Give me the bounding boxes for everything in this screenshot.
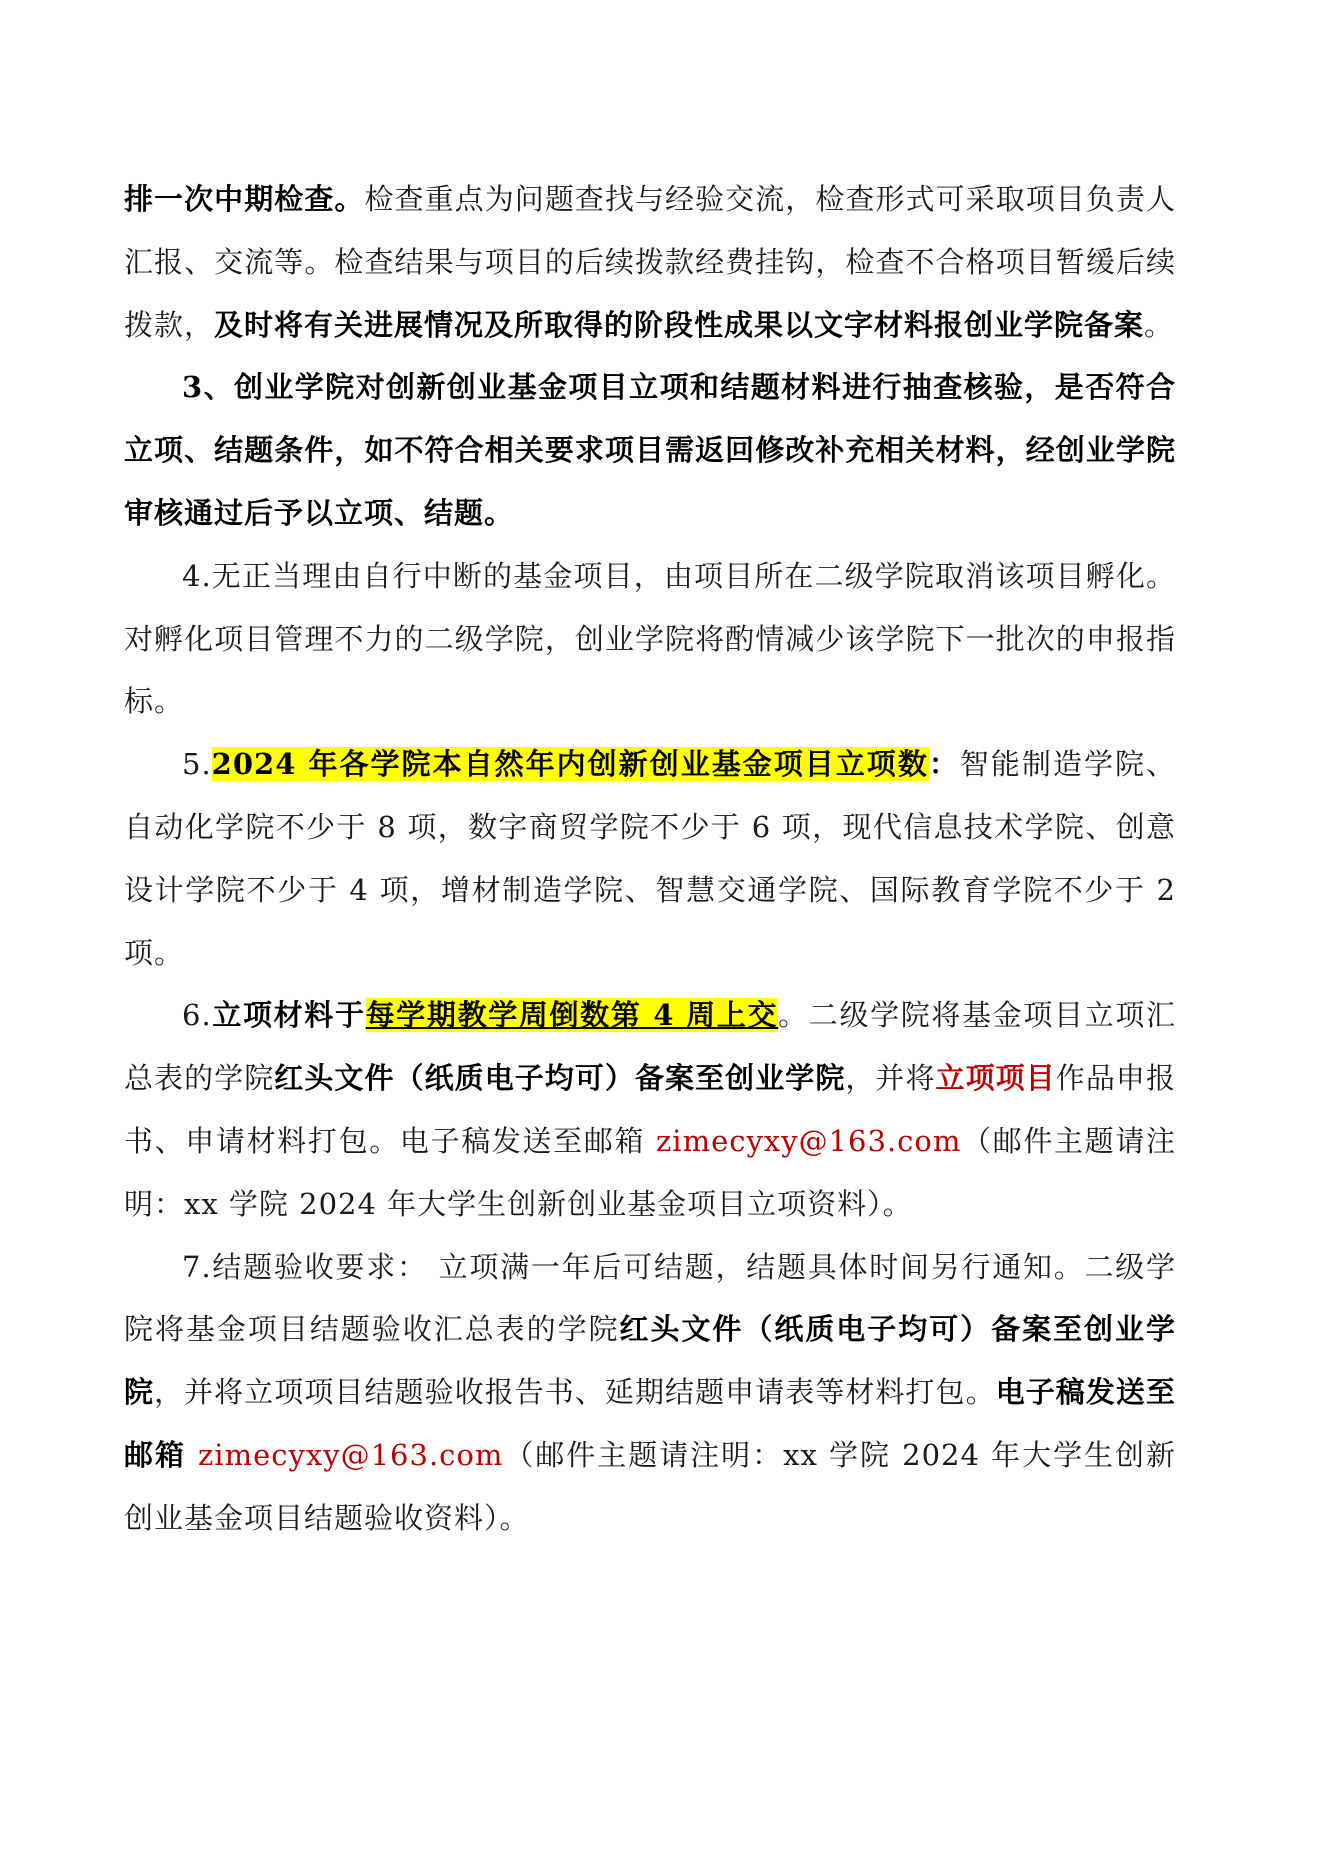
paragraph-item-6 bbox=[124, 984, 1176, 1235]
bold-text: 及时将有关进展情况及所取得的阶段性成果以文字材料报创业学院备案 bbox=[214, 307, 1145, 342]
body-text: 智能制造学院、自动化学院不少于 8 项，数字商贸学院不少于 6 项，现代信息技术学院、创意设计学院不少于 4 项，增材制造学院、智慧交通学院、国际教育学院不少于 2 项。 bbox=[124, 747, 1176, 970]
body-text: 检查重点为问题查找与经验交流，检查形式可采取项目负责人汇报、交流等。检查结果与项目的后续拨款经费挂钩，检查不合格项目暂缓后续拨款， bbox=[124, 182, 1176, 342]
item-number: 5. bbox=[182, 747, 212, 782]
body-text: ，并将 bbox=[845, 1061, 936, 1096]
body-text: 作品申报书、申请材料打包。电子稿发送至邮箱 bbox=[124, 1061, 1176, 1158]
item-number: 6. bbox=[182, 998, 212, 1033]
body-text: （邮件主题请注明：xx 学院 2024 年大学生创新创业基金项目结题验收资料）。 bbox=[124, 1437, 1176, 1535]
bold-text: ： bbox=[928, 747, 960, 782]
paragraph-item-5 bbox=[124, 733, 1176, 984]
body-text: ，并将立项项目结题验收报告书、延期结题申请表等材料打包。 bbox=[154, 1375, 996, 1410]
body-text: 7.结题验收要求： 立项满一年后可结题，结题具体时间另行通知。二级学院将基金项目结题验收汇总表的学院 bbox=[124, 1249, 1176, 1347]
paragraph-item-7 bbox=[124, 1236, 1176, 1550]
paragraph-midterm-check bbox=[124, 168, 1176, 356]
body-text: 。 bbox=[1144, 307, 1175, 342]
paragraph-item-4 bbox=[124, 545, 1176, 733]
bold-text: 红头文件（纸质电子均可）备案至创业学院 bbox=[274, 1061, 846, 1096]
bold-text: 3、创业学院对创新创业基金项目立项和结题材料进行抽查核验，是否符合立项、结题条件，如不符合相关要求项目需返回修改补充相关材料，经创业学院审核通过后予以立项、结题。 bbox=[124, 370, 1176, 530]
highlighted-text: 2024 年各学院本自然年内创新创业基金项目立项数 bbox=[211, 747, 929, 782]
bold-text: 红头文件（纸质电子均可）备案至创业学院 bbox=[124, 1312, 1176, 1410]
document-body bbox=[124, 168, 1176, 1550]
body-text: 。二级学院将基金项目立项汇总表的学院 bbox=[124, 998, 1176, 1096]
bold-text: 排一次中期检查。 bbox=[124, 182, 365, 216]
bold-text: 电子稿发送至邮箱 bbox=[124, 1375, 1176, 1472]
paragraph-item-3 bbox=[124, 356, 1176, 544]
bold-text: 立项材料于 bbox=[211, 998, 366, 1033]
red-bold-text: 立项项目 bbox=[935, 1061, 1056, 1096]
body-text: （邮件主题请注明：xx 学院 2024 年大学生创新创业基金项目立项资料）。 bbox=[124, 1123, 1176, 1221]
email-address: zimecyxy@163.com bbox=[198, 1437, 504, 1472]
email-address: zimecyxy@163.com bbox=[656, 1123, 962, 1158]
highlighted-text: 每学期教学周倒数第 4 周上交 bbox=[365, 998, 779, 1033]
body-text: 4.无正当理由自行中断的基金项目，由项目所在二级学院取消该项目孵化。对孵化项目管理不力的二级学院，创业学院将酌情减少该学院下一批次的申报指标。 bbox=[124, 558, 1176, 719]
